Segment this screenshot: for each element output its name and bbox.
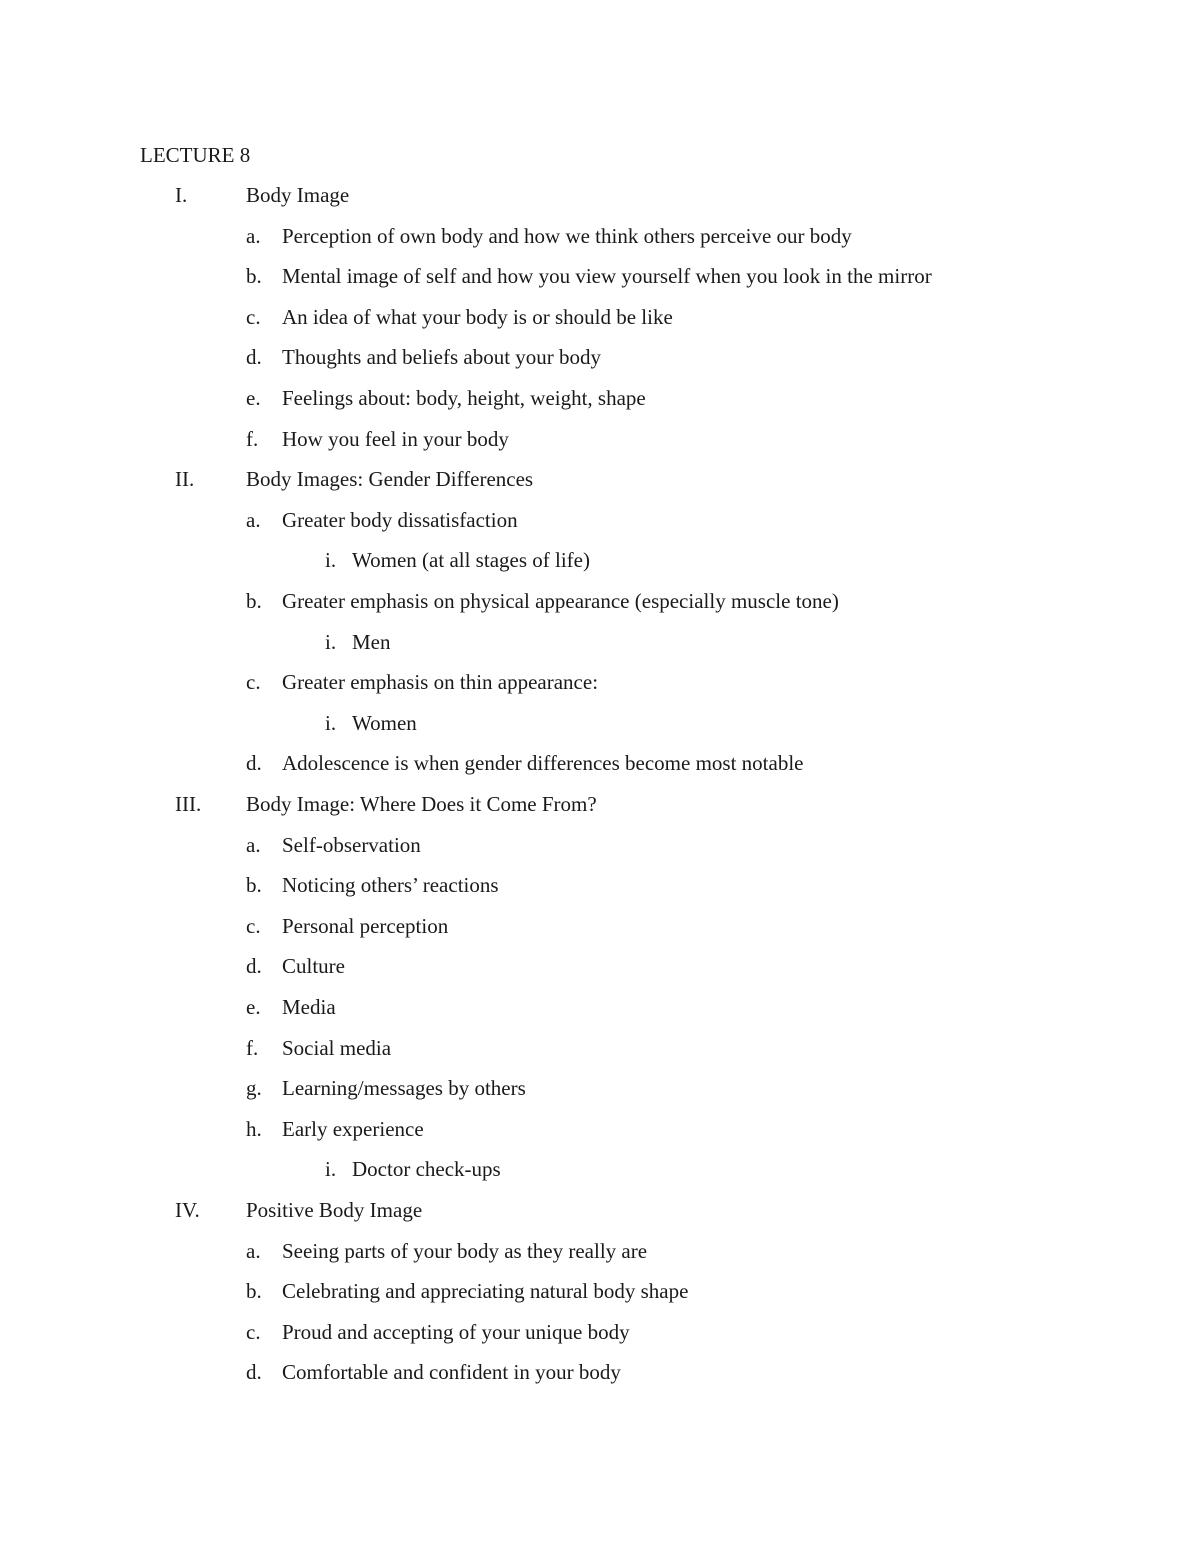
list-marker: b. (246, 589, 262, 613)
list-text: An idea of what your body is or should be like (282, 305, 673, 329)
page-title: LECTURE 8 (140, 143, 251, 167)
list-marker: i. (325, 548, 337, 572)
list-text: Feelings about: body, height, weight, shape (282, 386, 646, 410)
list-text: Culture (282, 954, 345, 978)
list-text: Body Images: Gender Differences (246, 467, 534, 491)
list-marker: a. (246, 1239, 261, 1263)
list-text: Doctor check-ups (352, 1157, 501, 1181)
list-text: Learning/messages by others (282, 1076, 526, 1100)
list-marker: d. (246, 345, 262, 369)
list-marker: f. (246, 1036, 259, 1060)
list-text: Celebrating and appreciating natural body shape (282, 1279, 689, 1303)
list-text: How you feel in your body (282, 427, 509, 451)
list-marker: d. (246, 751, 262, 775)
list-marker: a. (246, 508, 261, 532)
list-marker: h. (246, 1117, 262, 1141)
list-text: Perception of own body and how we think others perceive our body (282, 224, 852, 248)
list-text: Women (at all stages of life) (352, 548, 590, 572)
list-marker: i. (325, 711, 337, 735)
list-text: Greater emphasis on thin appearance: (282, 670, 599, 694)
list-marker: c. (246, 670, 261, 694)
list-text: Greater emphasis on physical appearance (especially muscle tone) (282, 589, 839, 613)
list-text: Self-observation (282, 833, 421, 857)
list-marker: e. (246, 995, 261, 1019)
list-text: Women (352, 711, 417, 735)
list-text: Noticing others’ reactions (282, 873, 499, 897)
list-marker: b. (246, 1279, 262, 1303)
list-marker: b. (246, 264, 262, 288)
list-marker: g. (246, 1076, 262, 1100)
list-text: Proud and accepting of your unique body (282, 1320, 630, 1344)
list-marker: a. (246, 224, 261, 248)
list-marker: d. (246, 954, 262, 978)
list-marker: c. (246, 1320, 261, 1344)
list-marker: i. (325, 1157, 337, 1181)
list-marker: III. (175, 792, 202, 816)
list-text: Mental image of self and how you view yourself when you look in the mirror (282, 264, 932, 288)
list-text: Seeing parts of your body as they really are (282, 1239, 648, 1263)
list-marker: i. (325, 630, 337, 654)
list-marker: f. (246, 427, 259, 451)
list-text: Social media (282, 1036, 392, 1060)
list-marker: I. (175, 183, 188, 207)
list-text: Comfortable and confident in your body (282, 1360, 621, 1384)
list-text: Positive Body Image (246, 1198, 423, 1222)
list-text: Adolescence is when gender differences become most notable (282, 751, 804, 775)
list-text: Men (352, 630, 391, 654)
list-marker: e. (246, 386, 261, 410)
list-marker: c. (246, 914, 261, 938)
list-text: Greater body dissatisfaction (282, 508, 518, 532)
list-text: Body Image: Where Does it Come From? (246, 792, 597, 816)
list-text: Personal perception (282, 914, 449, 938)
list-marker: a. (246, 833, 261, 857)
list-marker: c. (246, 305, 261, 329)
list-text: Media (282, 995, 336, 1019)
list-marker: II. (175, 467, 195, 491)
list-marker: IV. (175, 1198, 200, 1222)
list-text: Early experience (282, 1117, 424, 1141)
list-marker: b. (246, 873, 262, 897)
list-text: Body Image (246, 183, 350, 207)
list-marker: d. (246, 1360, 262, 1384)
list-text: Thoughts and beliefs about your body (282, 345, 602, 369)
